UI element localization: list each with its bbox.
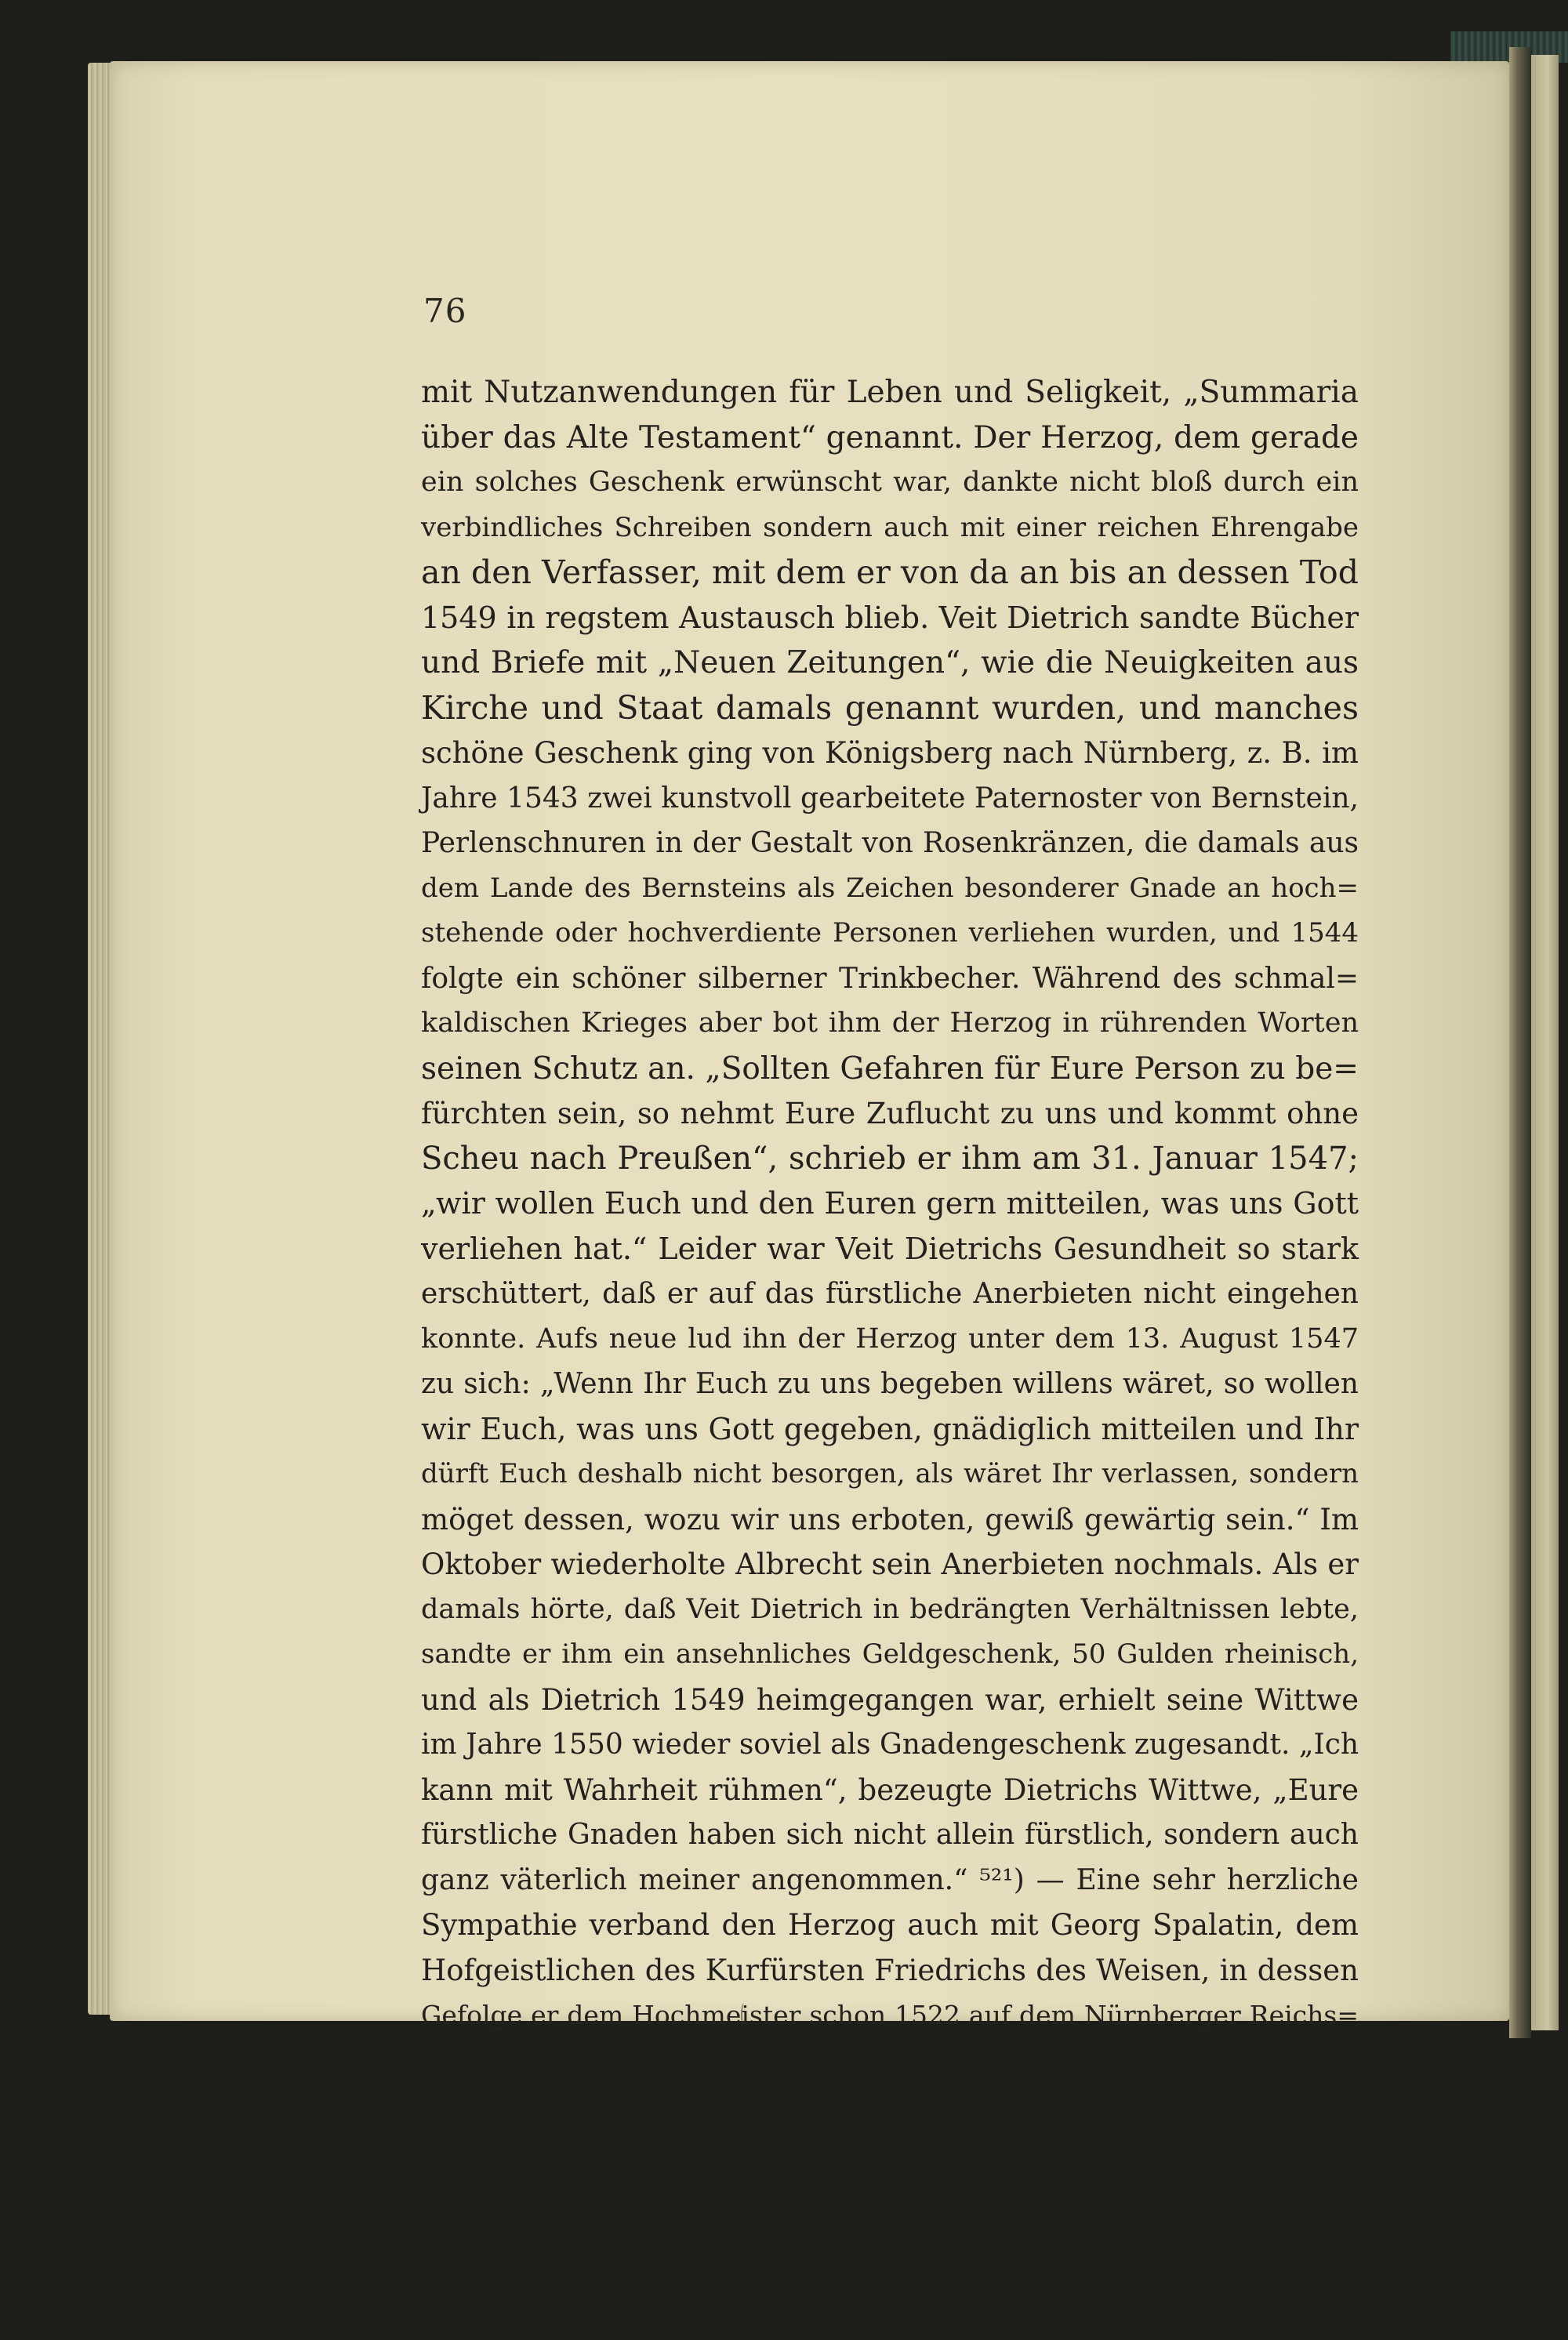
page-number: 76 xyxy=(423,292,467,330)
body-text xyxy=(421,370,1359,2038)
text-line: Kirche und Staat damals genannt wurden, und manches xyxy=(421,688,1359,727)
text-line: verbindliches Schreiben sondern auch mit einer reichen Ehrengabe xyxy=(421,511,1359,543)
text-line: stehende oder hochverdiente Personen verliehen wurden, und 1544 xyxy=(421,917,1359,949)
text-line: Scheu nach Preußen“, schrieb er ihm am 31. Januar 1547; xyxy=(421,1140,1359,1177)
text-line: Perlenschnuren in der Gestalt von Rosenkränzen, die damals aus xyxy=(421,827,1359,859)
text-line: erschüttert, daß er auf das fürstliche Anerbieten nicht eingehen xyxy=(421,1278,1359,1310)
binding-gutter xyxy=(1509,47,1531,2038)
text-line: möget dessen, wozu wir uns erboten, gewiß gewärtig sein.“ Im xyxy=(421,1502,1359,1536)
text-line: zu sich: „Wenn Ihr Euch zu uns begeben willens wäret, so wollen xyxy=(421,1368,1359,1400)
text-line: ein solches Geschenk erwünscht war, dankte nicht bloß durch ein xyxy=(421,466,1359,498)
text-line: „wir wollen Euch und den Euren gern mitteilen, was uns Gott xyxy=(421,1186,1359,1221)
text-line: folgte ein schöner silberner Trinkbecher. Während des schmal= xyxy=(421,962,1359,995)
text-line: an den Verfasser, mit dem er von da an bis an dessen Tod xyxy=(421,553,1359,591)
ink-mark xyxy=(741,2003,747,2026)
text-line: über das Alte Testament“ genannt. Der Herzog, dem gerade xyxy=(421,419,1359,455)
facing-page-edge xyxy=(1531,55,1559,2030)
text-line: damals hörte, daß Veit Dietrich in bedrängten Verhältnissen lebte, xyxy=(421,1593,1359,1625)
text-line: ganz väterlich meiner angenommen.“ ⁵²¹) — Eine sehr herzliche xyxy=(421,1863,1359,1896)
text-line: wir Euch, was uns Gott gegeben, gnädiglich mitteilen und Ihr xyxy=(421,1411,1359,1446)
text-line: seinen Schutz an. „Sollten Gefahren für Eure Person zu be= xyxy=(421,1050,1359,1087)
text-line: kaldischen Krieges aber bot ihm der Herzog in rührenden Worten xyxy=(421,1007,1359,1039)
text-line: dürft Euch deshalb nicht besorgen, als wäret Ihr verlassen, sondern xyxy=(421,1458,1359,1489)
text-line: Sympathie verband den Herzog auch mit Georg Spalatin, dem xyxy=(421,1908,1359,1942)
text-line: Gefolge er dem Hochmeister schon 1522 auf dem Nürnberger Reichs= xyxy=(421,2000,1359,2030)
text-line: und als Dietrich 1549 heimgegangen war, erhielt seine Wittwe xyxy=(421,1682,1359,1717)
text-line: fürstliche Gnaden haben sich nicht allein fürstlich, sondern auch xyxy=(421,1819,1359,1851)
text-line: Oktober wiederholte Albrecht sein Anerbieten nochmals. Als er xyxy=(421,1547,1359,1581)
text-line: dem Lande des Bernsteins als Zeichen besonderer Gnade an hoch= xyxy=(421,872,1359,904)
text-line: Jahre 1543 zwei kunstvoll gearbeitete Paternoster von Bernstein, xyxy=(421,782,1359,814)
text-line: Hofgeistlichen des Kurfürsten Friedrichs des Weisen, in dessen xyxy=(421,1953,1359,1987)
text-line: im Jahre 1550 wieder soviel als Gnadengeschenk zugesandt. „Ich xyxy=(421,1729,1359,1761)
text-line: 1549 in regstem Austausch blieb. Veit Dietrich sandte Bücher xyxy=(421,600,1359,635)
text-line: konnte. Aufs neue lud ihn der Herzog unter dem 13. August 1547 xyxy=(421,1322,1359,1355)
text-line: schöne Geschenk ging von Königsberg nach Nürnberg, z. B. im xyxy=(421,736,1359,770)
text-line: sandte er ihm ein ansehnliches Geldgeschenk, 50 Gulden rheinisch, xyxy=(421,1638,1359,1670)
text-line: fürchten sein, so nehmt Eure Zuflucht zu uns und kommt ohne xyxy=(421,1097,1359,1130)
text-line: verliehen hat.“ Leider war Veit Dietrichs Gesundheit so stark xyxy=(421,1231,1359,1266)
text-line: mit Nutzanwendungen für Leben und Seligkeit, „Summaria xyxy=(421,375,1359,410)
text-line: und Briefe mit „Neuen Zeitungen“, wie die Neuigkeiten aus xyxy=(421,645,1359,680)
text-line: kann mit Wahrheit rühmen“, bezeugte Dietrichs Wittwe, „Eure xyxy=(421,1772,1359,1807)
